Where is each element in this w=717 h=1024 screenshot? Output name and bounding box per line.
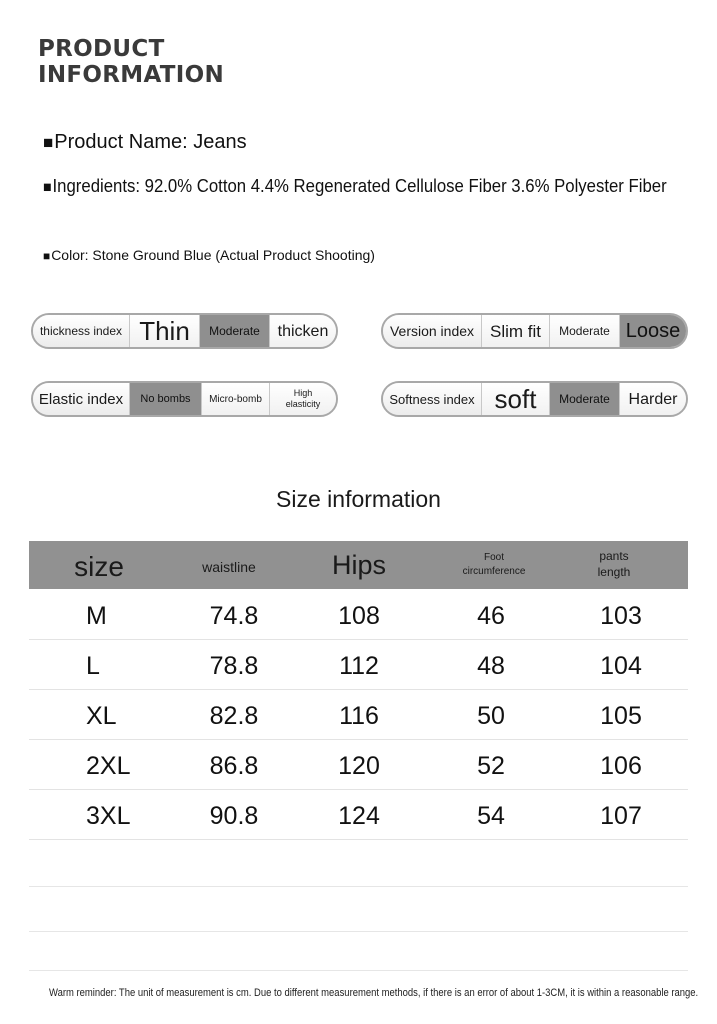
cell-foot: 46 bbox=[477, 602, 505, 630]
header-hips: Hips bbox=[331, 550, 386, 580]
ingredients-text: Ingredients: 92.0% Cotton 4.4% Regenerated Cellulose Fiber 3.6% Polyester Fiber bbox=[52, 176, 667, 196]
thickness-index-scale bbox=[31, 313, 338, 349]
cell-size: 2XL bbox=[86, 752, 131, 780]
cell-hips: 124 bbox=[338, 802, 380, 830]
header-foot-line-2: circumference bbox=[462, 566, 526, 577]
table-empty-row bbox=[29, 932, 688, 971]
title-line-1: PRODUCT bbox=[38, 36, 165, 62]
cell-foot: 48 bbox=[477, 652, 505, 680]
cell-size: L bbox=[86, 652, 100, 680]
elastic-index-label: Elastic index bbox=[33, 383, 129, 415]
cell-hips: 112 bbox=[339, 652, 379, 680]
cell-size: 3XL bbox=[86, 802, 131, 830]
title-line-2: INFORMATION bbox=[38, 62, 225, 88]
thickness-index-label: thickness index bbox=[33, 315, 129, 347]
cell-hips: 116 bbox=[339, 702, 379, 730]
version-index-scale bbox=[381, 313, 688, 349]
cell-waistline: 78.8 bbox=[209, 652, 259, 680]
header-pants-line-1: pants bbox=[599, 549, 629, 563]
elastic-index-scale bbox=[31, 381, 338, 417]
cell-size: M bbox=[86, 602, 107, 630]
cell-pants-length: 103 bbox=[600, 602, 642, 630]
color-text: Color: Stone Ground Blue (Actual Product Shooting) bbox=[51, 247, 375, 263]
cell-pants-length: 106 bbox=[600, 752, 642, 780]
cell-foot: 54 bbox=[477, 802, 505, 830]
page-title bbox=[38, 36, 224, 88]
cell-hips: 108 bbox=[338, 602, 380, 630]
table-row bbox=[29, 640, 688, 690]
softness-index-scale bbox=[381, 381, 688, 417]
product-name bbox=[43, 131, 247, 154]
header-pants-length bbox=[579, 548, 649, 580]
table-row bbox=[29, 590, 688, 640]
table-row bbox=[29, 690, 688, 740]
header-waistline: waistline bbox=[202, 559, 256, 575]
elastic-option-no-bombs: No bombs bbox=[129, 383, 201, 415]
cell-pants-length: 104 bbox=[600, 652, 642, 680]
version-option-slim-fit: Slim fit bbox=[481, 315, 549, 347]
cell-waistline: 74.8 bbox=[209, 602, 259, 630]
version-option-loose: Loose bbox=[619, 315, 686, 347]
elastic-option-micro-bomb: Micro-bomb bbox=[201, 383, 269, 415]
size-table-header bbox=[29, 541, 688, 589]
thickness-option-thin: Thin bbox=[129, 315, 199, 347]
table-empty-row bbox=[29, 840, 688, 887]
bullet-icon: ■ bbox=[43, 249, 51, 263]
header-size: size bbox=[74, 551, 124, 582]
table-row bbox=[29, 740, 688, 790]
softness-index-label: Softness index bbox=[383, 383, 481, 415]
bullet-icon: ■ bbox=[43, 133, 54, 152]
bullet-icon: ■ bbox=[43, 179, 52, 196]
cell-waistline: 86.8 bbox=[209, 752, 259, 780]
softness-option-soft: soft bbox=[481, 383, 549, 415]
elastic-option-high-elasticity: High elasticity bbox=[269, 383, 336, 415]
cell-waistline: 90.8 bbox=[209, 802, 259, 830]
header-pants-line-2: length bbox=[597, 565, 631, 579]
measurement-note: Warm reminder: The unit of measurement is cm. Due to different measurement methods, if there is an error of about 1-3CM, it is within a reasonable range. bbox=[49, 987, 699, 999]
size-information-title: Size information bbox=[276, 486, 441, 512]
thickness-option-moderate: Moderate bbox=[199, 315, 269, 347]
header-foot-circumference bbox=[444, 551, 544, 579]
product-color bbox=[43, 247, 375, 263]
cell-pants-length: 107 bbox=[600, 802, 642, 830]
product-name-text: Product Name: Jeans bbox=[54, 131, 247, 153]
product-ingredients bbox=[43, 176, 667, 197]
header-foot-line-1: Foot bbox=[483, 552, 504, 563]
version-option-moderate: Moderate bbox=[549, 315, 619, 347]
cell-pants-length: 105 bbox=[600, 702, 642, 730]
version-index-label: Version index bbox=[383, 315, 481, 347]
cell-foot: 50 bbox=[477, 702, 505, 730]
cell-waistline: 82.8 bbox=[209, 702, 259, 730]
cell-hips: 120 bbox=[338, 752, 380, 780]
thickness-option-thicken: thicken bbox=[269, 315, 336, 347]
table-row bbox=[29, 790, 688, 840]
table-empty-row bbox=[29, 887, 688, 932]
cell-size: XL bbox=[86, 702, 117, 730]
softness-option-moderate: Moderate bbox=[549, 383, 619, 415]
softness-option-harder: Harder bbox=[619, 383, 686, 415]
cell-foot: 52 bbox=[477, 752, 505, 780]
